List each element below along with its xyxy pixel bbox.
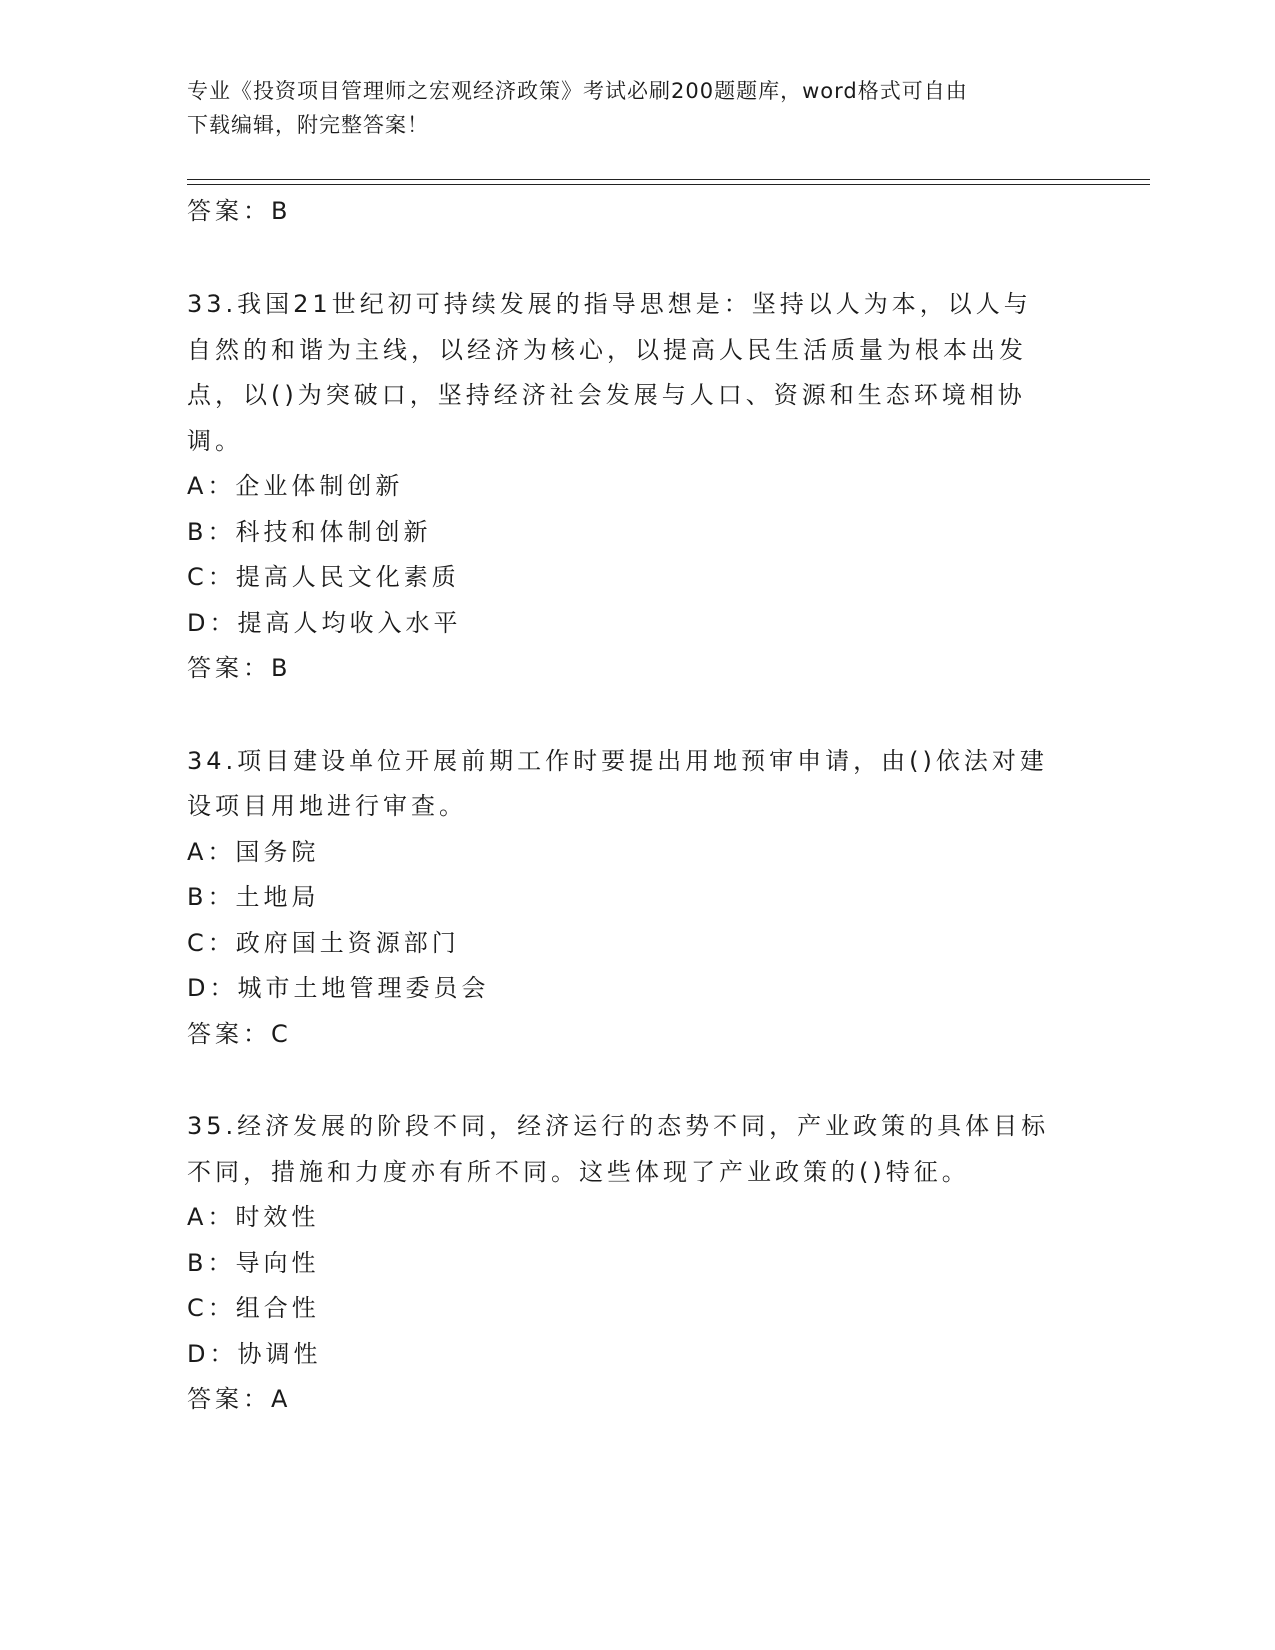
option-b: B：导向性 — [187, 1248, 320, 1277]
stem-line: 自然的和谐为主线，以经济为核心，以提高人民生活质量为根本出发 — [187, 335, 1027, 364]
header-line-2: 下载编辑，附完整答案！ — [187, 113, 429, 137]
stem-line: 不同，措施和力度亦有所不同。这些体现了产业政策的()特征。 — [187, 1157, 970, 1186]
option-c: C：政府国土资源部门 — [187, 928, 460, 957]
answer: 答案：B — [187, 654, 292, 682]
stem-line: 33.我国21世纪初可持续发展的指导思想是：坚持以人为本，以人与 — [187, 290, 1032, 318]
question-stem — [187, 1104, 1087, 1195]
header-divider-top — [187, 179, 1150, 180]
document-body — [187, 187, 1087, 1423]
option-c: C：提高人民文化素质 — [187, 563, 460, 591]
option-c: C：组合性 — [187, 1294, 320, 1322]
option-b: B：土地局 — [187, 883, 320, 911]
question-stem — [187, 739, 1087, 830]
stem-line: 35.经济发展的阶段不同，经济运行的态势不同，产业政策的具体目标 — [187, 1112, 1050, 1140]
document-header — [187, 74, 1067, 142]
option-a: A：时效性 — [187, 1203, 320, 1231]
answer: 答案：C — [187, 1019, 292, 1048]
stem-line: 设项目用地进行审查。 — [187, 792, 467, 820]
question-stem — [187, 282, 1087, 464]
question-33 — [187, 282, 1087, 692]
header-line-1: 专业《投资项目管理师之宏观经济政策》考试必刷200题题库，word格式可自由 — [187, 79, 968, 103]
option-d: D：提高人均收入水平 — [187, 608, 462, 637]
stem-line: 34.项目建设单位开展前期工作时要提出用地预审申请，由()依法对建 — [187, 746, 1048, 775]
answer: 答案：A — [187, 1385, 292, 1413]
option-d: D：城市土地管理委员会 — [187, 974, 490, 1002]
option-b: B：科技和体制创新 — [187, 517, 432, 546]
question-35 — [187, 1104, 1087, 1423]
header-divider-bottom — [187, 184, 1150, 185]
previous-answer: 答案：B — [187, 197, 292, 225]
question-34 — [187, 739, 1087, 1058]
option-d: D：协调性 — [187, 1339, 322, 1368]
option-a: A：企业体制创新 — [187, 472, 404, 500]
stem-line: 调。 — [187, 426, 243, 455]
option-a: A：国务院 — [187, 837, 320, 866]
stem-line: 点，以()为突破口，坚持经济社会发展与人口、资源和生态环境相协 — [187, 381, 1026, 409]
